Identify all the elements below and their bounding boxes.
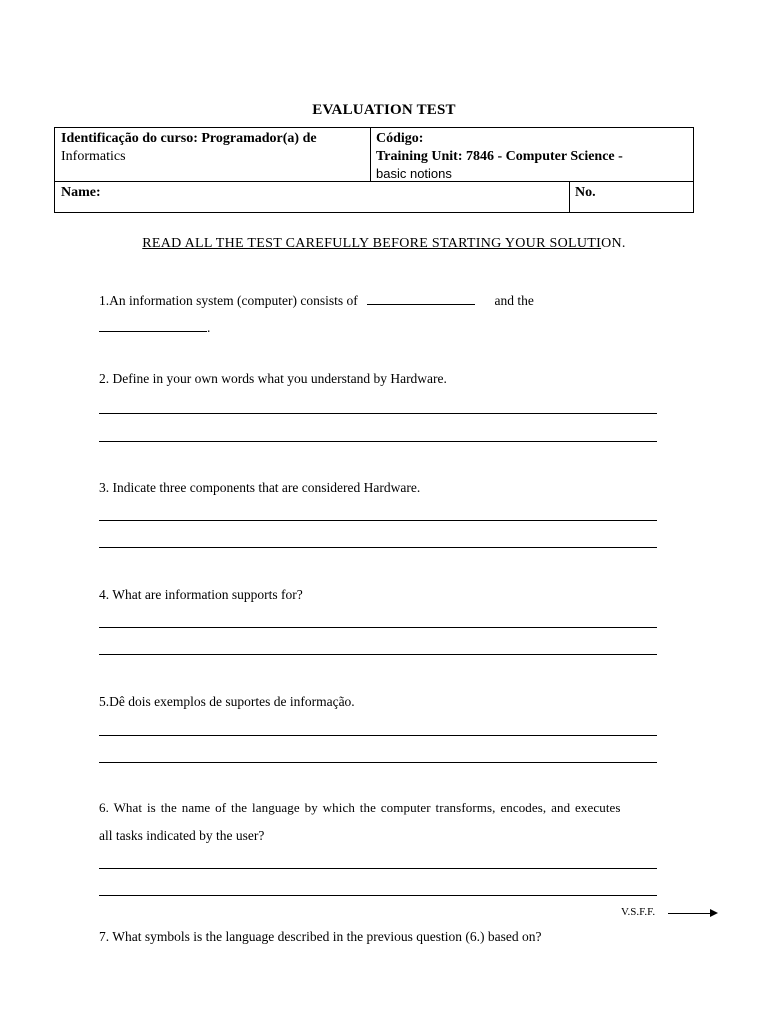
answer-blank-1b[interactable] [99,319,207,332]
answer-line[interactable] [99,627,657,628]
instruction-text [0,236,768,252]
training-unit-label: Training Unit: 7846 - Computer Science - [376,149,623,164]
arrow-right-icon [668,913,712,914]
question-1-continuation [99,319,210,336]
answer-line[interactable] [99,895,657,896]
answer-blank-1a[interactable] [367,292,475,305]
answer-line[interactable] [99,441,657,442]
question-4: 4. What are information supports for? [99,587,303,602]
arrow-head-icon [710,909,718,917]
question-6-line-1: 6. What is the name of the language by which the computer transforms, encodes, and executes [99,800,621,815]
question-7: 7. What symbols is the language described in the previous question (6.) based on? [99,929,542,944]
question-1-end: . [207,320,211,335]
answer-line[interactable] [99,520,657,521]
answer-line[interactable] [99,735,657,736]
table-divider-horizontal [55,181,693,182]
answer-line[interactable] [99,762,657,763]
question-2: 2. Define in your own words what you understand by Hardware. [99,371,447,386]
course-value: Informatics [61,149,126,164]
question-1 [99,292,534,309]
question-5: 5.Dê dois exemplos de suportes de informação. [99,694,355,709]
table-divider-vertical-top [370,128,371,181]
answer-line[interactable] [99,868,657,869]
question-3: 3. Indicate three components that are considered Hardware. [99,480,421,495]
table-divider-vertical-bottom [569,181,570,213]
question-1-and: and the [494,293,534,308]
question-6-line-2: all tasks indicated by the user? [99,828,265,843]
answer-line[interactable] [99,547,657,548]
turn-over-note: V.S.F.F. [621,906,656,918]
name-label: Name: [61,185,101,200]
document-title: EVALUATION TEST [312,102,456,118]
answer-line[interactable] [99,654,657,655]
course-label: Identificação do curso: Programador(a) de [61,131,317,146]
code-label: Código: [376,131,424,146]
identification-table [54,127,694,213]
number-label: No. [575,185,596,200]
question-1-start: 1.An information system (computer) consists of [99,293,358,308]
instruction-rest: ON. [601,236,626,251]
answer-line[interactable] [99,413,657,414]
instruction-underlined: READ ALL THE TEST CAREFULLY BEFORE STARTING YOUR SOLUTI [142,236,602,251]
training-unit-value: basic notions [376,166,452,181]
